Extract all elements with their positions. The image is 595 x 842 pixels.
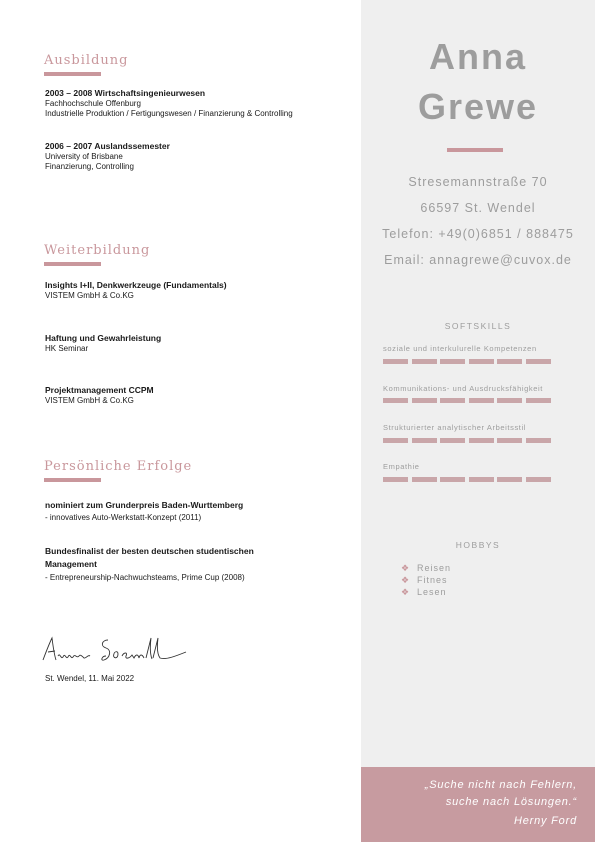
quote-box (361, 767, 595, 842)
skill-rating-segment (440, 398, 465, 403)
last-name: Grewe (417, 86, 539, 127)
skill-label: Kommunikations- und Ausdrucksfähigkeit (383, 384, 543, 393)
quote-line: suche nach Lösungen.“ (445, 796, 577, 808)
skill-rating-segment (383, 438, 408, 443)
entry-heading: nominiert zum Grunderpreis Baden-Wurttemberg (45, 500, 244, 510)
skill-rating-segment (469, 359, 494, 364)
achievement-entry (45, 500, 355, 523)
entry-heading: Haftung und Gewahrleistung (45, 333, 162, 343)
hobbys-title: HOBBYS (455, 540, 501, 550)
skill-rating-segment (383, 477, 408, 482)
skill-rating-segment (469, 477, 494, 482)
section-title-weiterbildung: Weiterbildung (44, 243, 151, 258)
skill-label: soziale und interkulurelle Kompetenzen (383, 344, 537, 353)
skill-rating-segment (526, 359, 551, 364)
skill-rating-segment (497, 359, 522, 364)
hobby-label: Reisen (417, 563, 452, 573)
first-name: Anna (429, 36, 527, 77)
entry-line: HK Seminar (45, 343, 89, 353)
training-entry (45, 385, 355, 406)
city-address: 66597 St. Wendel (420, 201, 536, 215)
phone-number: Telefon: +49(0)6851 / 888475 (382, 227, 574, 241)
skill-rating-segment (412, 438, 437, 443)
quote-author: Herny Ford (513, 815, 577, 827)
skill-label: Strukturierter analytischer Arbeitsstil (383, 423, 527, 432)
softskills-title: SOFTSKILLS (444, 321, 512, 331)
skill-rating-segment (383, 359, 408, 364)
section-title-ausbildung: Ausbildung (44, 53, 129, 68)
diamond-icon: ❖ (401, 587, 411, 597)
quote-line: „Suche nicht nach Fehlern, (424, 779, 577, 791)
skill-rating-segment (497, 477, 522, 482)
diamond-icon: ❖ (401, 563, 411, 573)
entry-line: Finanzierung, Controlling (45, 162, 134, 171)
entry-heading: 2006 – 2007 Auslandssemester (45, 141, 170, 151)
diamond-icon: ❖ (401, 575, 411, 585)
skill-rating-segment (412, 398, 437, 403)
skill-rating-segment (526, 398, 551, 403)
hobby-item (401, 587, 447, 597)
skill-rating-segment (440, 438, 465, 443)
skill-rating-segment (440, 477, 465, 482)
entry-line: Industrielle Produktion / Fertigungswesen / Finanzierung & Controlling (45, 109, 293, 118)
sidebar (361, 0, 595, 842)
skill-rating-segment (469, 438, 494, 443)
email-address: Email: annagrewe@cuvox.de (384, 253, 572, 267)
entry-line: VISTEM GmbH & Co.KG (45, 395, 134, 405)
section-title-erfolge: Persönliche Erfolge (44, 459, 193, 474)
skill-rating-segment (526, 477, 551, 482)
skill-rating-segment (526, 438, 551, 443)
date-line: St. Wendel, 11. Mai 2022 (45, 674, 135, 683)
skill-rating-segment (497, 438, 522, 443)
skill-rating-segment (412, 359, 437, 364)
skill-rating-segment (497, 398, 522, 403)
entry-line: - Entrepreneurship-Nachwuchsteams, Prime Cup (2008) (45, 573, 245, 582)
entry-heading: Projektmanagement CCPM (45, 385, 154, 395)
entry-line: VISTEM GmbH & Co.KG (45, 290, 134, 300)
section-divider (44, 262, 101, 266)
skill-rating-segment (469, 398, 494, 403)
hobby-label: Lesen (417, 587, 447, 597)
handwritten-signature (40, 632, 190, 668)
entry-heading: 2003 – 2008 Wirtschaftsingenieurwesen (45, 88, 206, 98)
skill-rating-segment (440, 359, 465, 364)
section-divider (44, 72, 101, 76)
entry-heading: Insights I+II, Denkwerkzeuge (Fundamentals) (45, 280, 227, 290)
achievement-entry (45, 545, 295, 584)
hobby-label: Fitnes (417, 575, 448, 585)
entry-line: University of Brisbane (45, 151, 123, 161)
skill-rating-segment (412, 477, 437, 482)
training-entry (45, 280, 355, 301)
section-divider (44, 478, 101, 482)
skill-rating-segment (383, 398, 408, 403)
name-divider (447, 148, 503, 152)
hobby-item (401, 575, 448, 585)
entry-line: - innovatives Auto-Werkstatt-Konzept (2011) (45, 512, 202, 522)
education-entry (45, 141, 355, 173)
training-entry (45, 333, 355, 354)
hobby-item (401, 563, 452, 573)
entry-line: Fachhochschule Offenburg (45, 98, 141, 108)
entry-heading: Bundesfinalist der besten deutschen studentischen Management (45, 546, 254, 569)
education-entry (45, 88, 355, 120)
skill-label: Empathie (383, 462, 420, 471)
street-address: Stresemannstraße 70 (408, 175, 548, 189)
